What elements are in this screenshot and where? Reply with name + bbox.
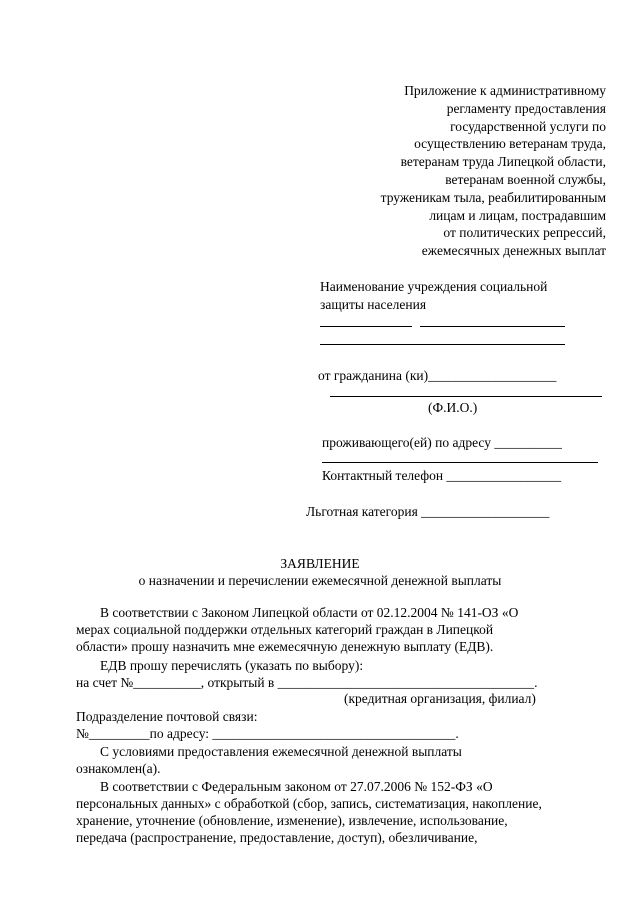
post-office-address-field: №_________по адресу: ____________________________________.	[76, 726, 459, 741]
residing-address-field: проживающего(ей) по адресу __________	[322, 435, 562, 450]
conditions-ack-line: С условиями предоставления ежемесячной денежной выплаты	[100, 744, 462, 759]
paragraph-law-line: мерах социальной поддержки отдельных категорий граждан в Липецкой	[76, 622, 494, 637]
institution-label-cont: защиты населения	[320, 297, 427, 312]
from-citizen-field: от гражданина (ки)___________________	[318, 368, 557, 383]
appendix-line: регламенту предоставления	[446, 100, 606, 116]
address-blank	[322, 462, 598, 463]
institution-blank-3	[320, 344, 565, 345]
appendix-line: труженикам тыла, реабилитированным	[380, 189, 606, 205]
personal-data-line: персональных данных» с обработкой (сбор, запись, систематизация, накопление,	[76, 796, 542, 811]
bank-account-field: на счет №__________, открытый в ______________________________________.	[76, 675, 538, 690]
personal-data-line: хранение, уточнение (обновление, изменение), извлечение, использование,	[76, 813, 508, 828]
appendix-line: Приложение к административному	[404, 83, 606, 98]
paragraph-law-line: области» прошу назначить мне ежемесячную денежную выплату (ЕДВ).	[76, 639, 494, 654]
fio-hint: (Ф.И.О.)	[428, 400, 478, 415]
appendix-header	[306, 82, 606, 260]
appendix-line: осуществлению ветеранам труда,	[414, 136, 606, 152]
appendix-line: ветеранам военной службы,	[445, 171, 606, 187]
post-office-label: Подразделение почтовой связи:	[76, 709, 258, 724]
document-subtitle: о назначении и перечислении ежемесячной денежной выплаты	[138, 573, 502, 588]
edv-transfer-label: ЕДВ прошу перечислять (указать по выбору):	[100, 658, 364, 673]
document-title: ЗАЯВЛЕНИЕ	[280, 556, 360, 571]
personal-data-line: передача (распространение, предоставление, доступ), обезличивание,	[76, 830, 478, 845]
institution-blank-1	[320, 326, 412, 327]
institution-blank-2	[420, 326, 565, 327]
contact-phone-field: Контактный телефон _________________	[322, 468, 562, 483]
appendix-line: государственной услуги по	[450, 118, 606, 134]
appendix-line: ежемесячных денежных выплат	[421, 243, 606, 259]
citizen-name-blank	[330, 396, 602, 397]
benefit-category-field: Льготная категория ___________________	[306, 504, 550, 519]
appendix-line: лицам и лицам, пострадавшим	[429, 207, 606, 223]
personal-data-line: В соответствии с Федеральным законом от 27.07.2006 № 152-ФЗ «О	[100, 779, 493, 794]
paragraph-law-line: В соответствии с Законом Липецкой области от 02.12.2004 № 141-ОЗ «О	[100, 605, 519, 620]
appendix-line: ветеранам труда Липецкой области,	[400, 154, 606, 170]
bank-hint: (кредитная организация, филиал)	[344, 691, 536, 706]
appendix-line: от политических репрессий,	[443, 225, 606, 241]
institution-label: Наименование учреждения социальной	[320, 279, 548, 294]
conditions-ack-line: ознакомлен(а).	[76, 761, 161, 776]
